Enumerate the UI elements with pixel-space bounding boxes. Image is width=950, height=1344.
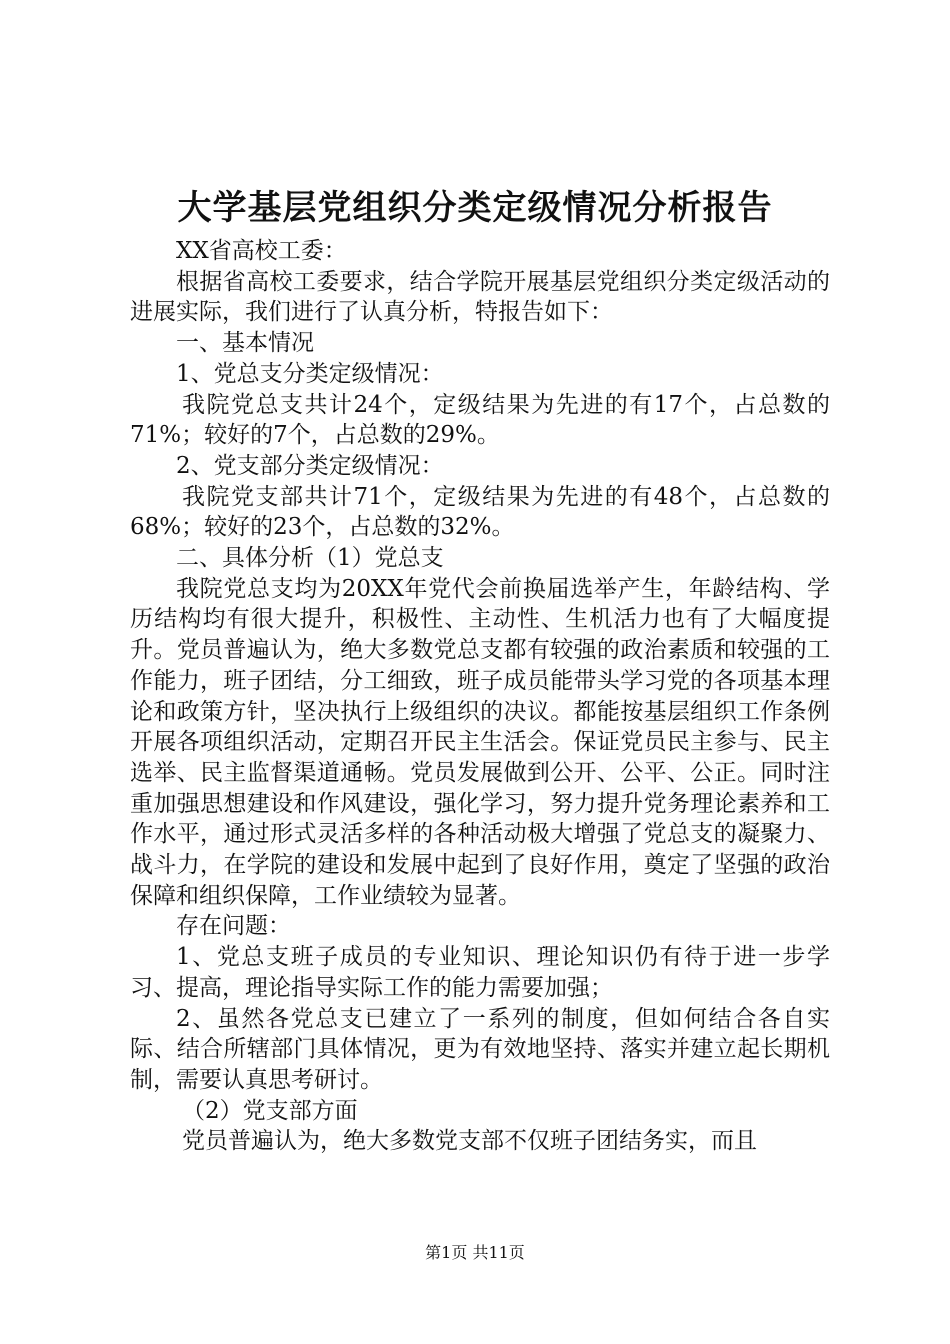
subsection-heading: （2）党支部方面 [182, 1097, 358, 1124]
page-footer: 第1页 共11页 [425, 1243, 525, 1262]
paragraph: 党员普遍认为，绝大多数党支部不仅班子团结务实，而且 [182, 1128, 757, 1155]
paragraph: 根据省高校工委要求，结合学院开展基层党组织分类定级活动的进展实际，我们进行了认真分析，特报告如下： [130, 268, 830, 326]
list-item: 1、党总支班子成员的专业知识、理论知识仍有待于进一步学习、提高，理论指导实际工作的能力需要加强； [130, 944, 830, 1001]
document-title: 大学基层党组织分类定级情况分析报告 [177, 188, 773, 228]
subsection-heading: 1、党总支分类定级情况： [176, 360, 444, 387]
list-item: 2、虽然各党总支已建立了一系列的制度，但如何结合各自实际、结合所辖部门具体情况，更为有效地坚持、落实并建立起长期机制，需要认真思考研讨。 [130, 1005, 830, 1093]
paragraph: 我院党总支均为20XX年党代会前换届选举产生，年龄结构、学历结构均有很大提升，积极性、主动性、生机活力也有了大幅度提升。党员普遍认为，绝大多数党总支都有较强的政治素质和较强的工作能力，班子团结，分工细致，班子成员能带头学习党的各项基本理论和政策方针，坚决执行上级组织的决议。都能按基层组织工作条例开展各项组织活动，定期召开民主生活会。保证党员民主参与、民主选举、民主监督渠道通畅。党员发展做到公开、公平、公正。同时注重加强思想建设和作风建设，强化学习，努力提升党务理论素养和工作水平，通过形式灵活多样的各种活动极大增强了党总支的凝聚力、战斗力，在学院的建设和发展中起到了良好作用，奠定了坚强的政治保障和组织保障，工作业绩较为显著。 [130, 575, 830, 909]
document-body [130, 236, 830, 1157]
subsection-heading: 存在问题： [176, 913, 291, 940]
paragraph: 我院党总支共计24个，定级结果为先进的有17个，占总数的71%；较好的7个，占总数的29%。 [130, 391, 830, 449]
section-heading: 二、具体分析（1）党总支 [176, 545, 444, 572]
salutation: XX省高校工委： [176, 238, 347, 264]
section-heading: 一、基本情况 [176, 330, 314, 357]
paragraph: 我院党支部共计71个，定级结果为先进的有48个，占总数的68%；较好的23个，占总数的32%。 [130, 483, 830, 541]
subsection-heading: 2、党支部分类定级情况： [176, 452, 444, 479]
